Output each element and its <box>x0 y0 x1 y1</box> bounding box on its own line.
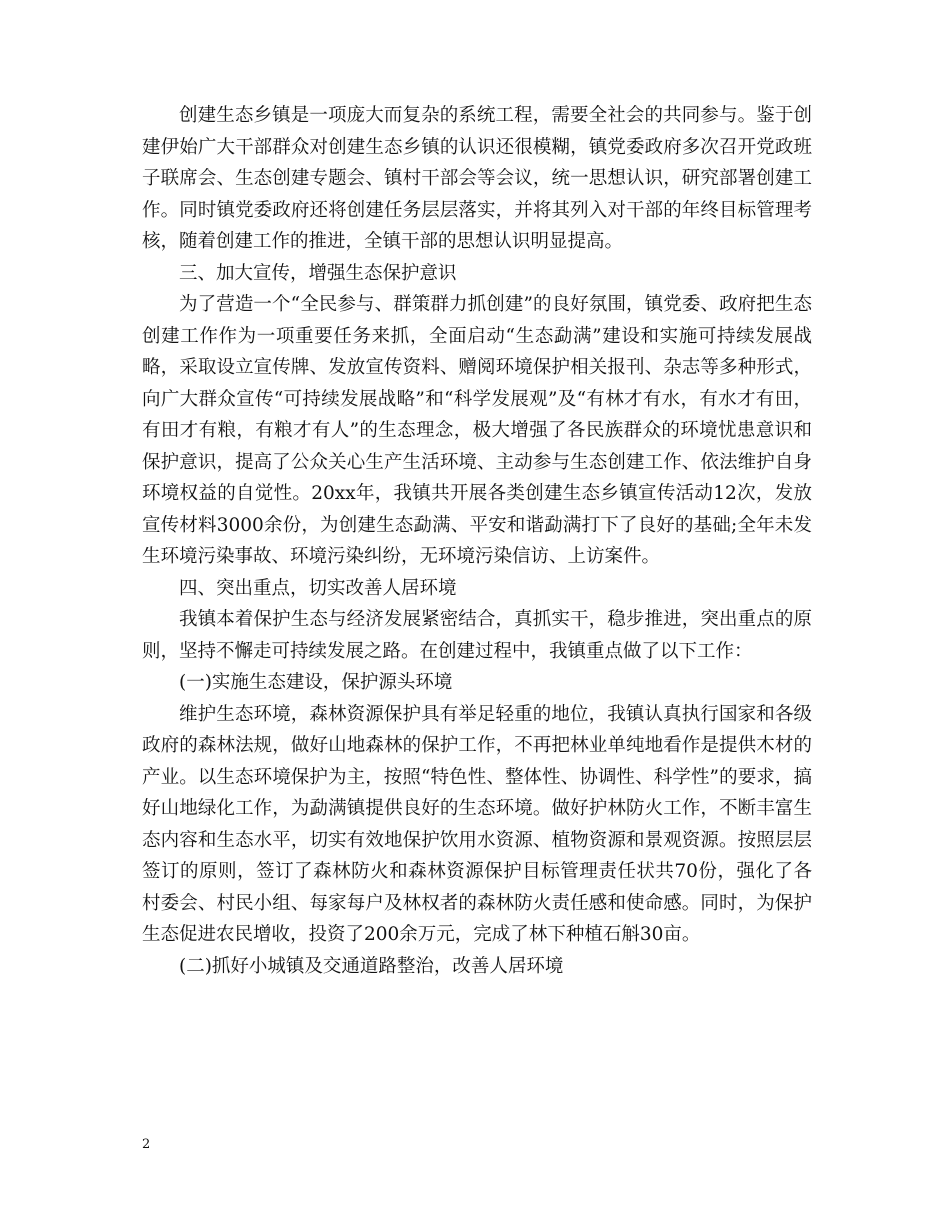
paragraph-intro: 创建生态乡镇是一项庞大而复杂的系统工程，需要全社会的共同参与。鉴于创建伊始广大干部群众对创建生态乡镇的认识还很模糊，镇党委政府多次召开党政班子联席会、生态创建专题会、镇村干部会等会议，统一思想认识，研究部署创建工作。同时镇党委政府还将创建任务层层落实，并将其列入对干部的年终目标管理考核，随着创建工作的推进，全镇干部的思想认识明显提高。 <box>142 105 812 252</box>
paragraph-ecology: 维护生态环境，森林资源保护具有举足轻重的地位，我镇认真执行国家和各级政府的森林法规，做好山地森林的保护工作，不再把林业单纯地看作是提供木材的产业。以生态环境保护为主，按照“特色性、整体性、协调性、科学性”的要求，搞好山地绿化工作，为勐满镇提供良好的生态环境。做好护林防火工作，不断丰富生态内容和生态水平，切实有效地保护饮用水资源、植物资源和景观资源。按照层层签订的原则，签订了森林防火和森林资源保护目标管理责任状共70份，强化了各村委会、村民小组、每家每户及林权者的森林防火责任感和使命感。同时，为保护生态促进农民增收，投资了200余万元，完成了林下种植石斛30亩。 <box>142 703 812 945</box>
paragraph-publicity: 为了营造一个“全民参与、群策群力抓创建”的良好氛围，镇党委、政府把生态创建工作作为一项重要任务来抓，全面启动“生态勐满”建设和实施可持续发展战略，采取设立宣传牌、发放宣传资料、赠阅环境保护相关报刊、杂志等多种形式，向广大群众宣传“可持续发展战略”和“科学发展观”及“有林才有水，有水才有田，有田才有粮，有粮才有人”的生态理念，极大增强了各民族群众的环境忧患意识和保护意识，提高了公众关心生产生活环境、主动参与生态创建工作、依法维护自身环境权益的自觉性。20xx年，我镇共开展各类创建生态乡镇宣传活动12次，发放宣传材料3000余份，为创建生态勐满、平安和谐勐满打下了良好的基础;全年未发生环境污染事故、环境污染纠纷，无环境污染信访、上访案件。 <box>142 294 812 567</box>
subsection-heading-town-roads: (二)抓好小城镇及交通道路整治，改善人居环境 <box>179 955 564 977</box>
section-heading-publicity: 三、加大宣传，增强生态保护意识 <box>179 262 457 284</box>
page-number: 2 <box>142 1137 151 1152</box>
subsection-heading-ecology: (一)实施生态建设，保护源头环境 <box>179 672 453 693</box>
paragraph-environment: 我镇本着保护生态与经济发展紧密结合，真抓实干，稳步推进，突出重点的原则，坚持不懈走可持续发展之路。在创建过程中，我镇重点做了以下工作： <box>142 609 812 662</box>
section-heading-environment: 四、突出重点，切实改善人居环境 <box>179 577 457 599</box>
document-body <box>142 100 812 982</box>
